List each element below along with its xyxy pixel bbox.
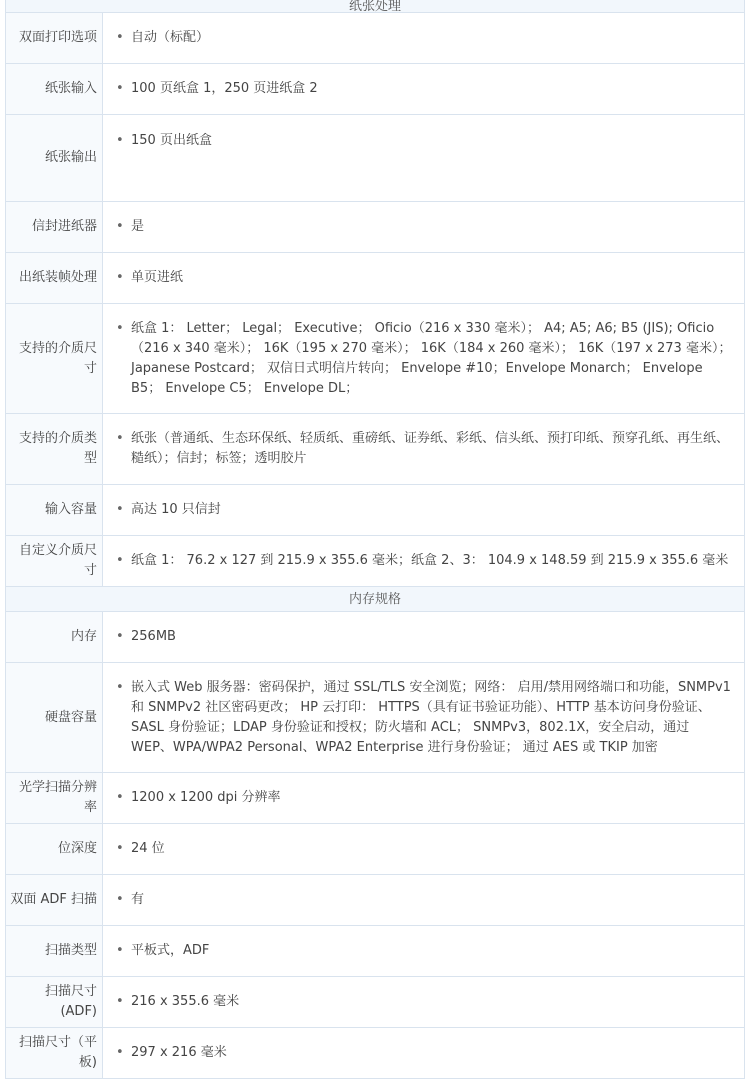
spec-label: 位深度	[6, 824, 103, 874]
spec-row-media-sizes	[5, 304, 745, 414]
spec-row-bit-depth	[5, 824, 745, 875]
spec-value: • 高达 10 只信封	[131, 500, 221, 520]
spec-value: • 有	[131, 890, 144, 910]
spec-value: • 24 位	[131, 839, 165, 859]
spec-value: • 纸盒 1： 76.2 x 127 到 215.9 x 355.6 毫米；纸盒 2、3： 104.9 x 148.59 到 215.9 x 355.6 毫米	[131, 551, 728, 571]
spec-value: • 100 页纸盒 1，250 页进纸盒 2	[131, 79, 318, 99]
spec-row-envelope-feeder	[5, 202, 745, 253]
spec-label: 纸张输入	[6, 64, 103, 114]
spec-label: 信封进纸器	[6, 202, 103, 252]
spec-row-scan-size-flatbed	[5, 1028, 745, 1079]
spec-row-input-capacity	[5, 485, 745, 536]
spec-label: 纸张输出	[6, 115, 103, 201]
spec-row-media-types	[5, 414, 745, 485]
spec-value: • 嵌入式 Web 服务器：密码保护，通过 SSL/TLS 安全浏览；网络： 启用/禁用网络端口和功能，SNMPv1 和 SNMPv2 社区密码更改； HP 云打印： HTTPS（具有证书验证功能）、HTTP 基本访问身份验证、SASL 身份验证；LDAP 身份验证和授权；防火墙和 ACL； SNMPv3，802.1X，安全启动，通过 WEP、WPA/WPA2 Personal、WPA2 Enterprise 进行身份验证； 通过 AES 或 TKIP 加密	[131, 678, 734, 758]
spec-row-scan-size-adf	[5, 977, 745, 1028]
spec-value: • 单页进纸	[131, 268, 183, 288]
spec-row-custom-media	[5, 536, 745, 587]
spec-value: • 150 页出纸盒	[131, 131, 212, 151]
spec-label: 扫描类型	[6, 926, 103, 976]
spec-row-scan-type	[5, 926, 745, 977]
spec-label: 支持的介质类型	[6, 414, 103, 484]
spec-label: 硬盘容量	[6, 663, 103, 772]
spec-label: 双面 ADF 扫描	[6, 875, 103, 925]
spec-row-duplex-adf	[5, 875, 745, 926]
spec-value: • 自动（标配）	[131, 28, 209, 48]
spec-label: 光学扫描分辨率	[6, 773, 103, 823]
spec-label: 内存	[6, 612, 103, 662]
section-header-memory: 内存规格	[5, 587, 745, 612]
spec-row-finishing	[5, 253, 745, 304]
spec-label: 扫描尺寸(ADF)	[6, 977, 103, 1027]
spec-value: • 1200 x 1200 dpi 分辨率	[131, 788, 281, 808]
spec-label: 双面打印选项	[6, 13, 103, 63]
spec-label: 出纸装帧处理	[6, 253, 103, 303]
spec-row-disk	[5, 663, 745, 773]
spec-row-paper-input	[5, 64, 745, 115]
spec-label: 自定义介质尺寸	[6, 536, 103, 586]
spec-value: • 纸盒 1： Letter； Legal； Executive； Oficio（216 x 330 毫米）； A4; A5; A6; B5 (JIS); Oficio（216 x 340 毫米）； 16K（195 x 270 毫米）； 16K（184 x 260 毫米）； 16K（197 x 273 毫米）； Japanese Postcard； 双信日式明信片转向； Envelope #10；Envelope Monarch； Envelope B5； Envelope C5； Envelope DL；	[131, 319, 734, 399]
spec-label: 扫描尺寸（平板)	[6, 1028, 103, 1078]
spec-table	[5, 0, 745, 1079]
spec-row-optical-resolution	[5, 773, 745, 824]
spec-value: • 平板式，ADF	[131, 941, 209, 961]
spec-value: • 297 x 216 毫米	[131, 1043, 227, 1063]
spec-value: • 216 x 355.6 毫米	[131, 992, 239, 1012]
section-header-paper-handling: 纸张处理	[5, 0, 745, 13]
spec-label: 支持的介质尺寸	[6, 304, 103, 413]
spec-label: 输入容量	[6, 485, 103, 535]
spec-row-memory	[5, 612, 745, 663]
spec-row-duplex	[5, 13, 745, 64]
spec-row-paper-output	[5, 115, 745, 202]
spec-value: • 纸张（普通纸、生态环保纸、轻质纸、重磅纸、证券纸、彩纸、信头纸、预打印纸、预穿孔纸、再生纸、糙纸）；信封；标签；透明胶片	[131, 429, 734, 469]
spec-value: • 256MB	[131, 627, 176, 647]
spec-value: • 是	[131, 217, 144, 237]
